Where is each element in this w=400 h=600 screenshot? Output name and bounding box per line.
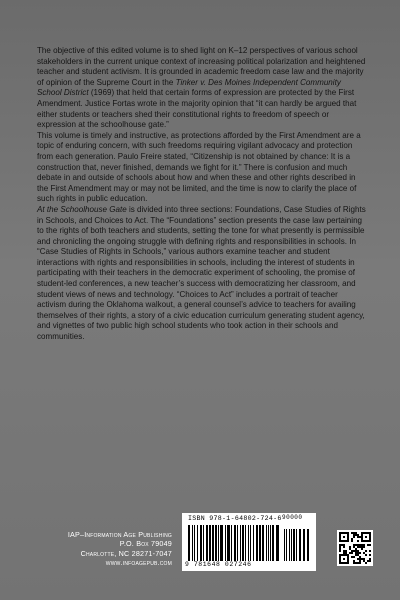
back-cover-blurb: [37, 46, 367, 343]
case-name: Tinker v. Des Moines Independent Community School District: [37, 77, 341, 98]
isbn-barcode: [182, 513, 316, 571]
blurb-paragraph-3: [37, 205, 367, 343]
publisher-info: [62, 530, 172, 568]
barcode-ean-digits: 9 781648 027246: [185, 561, 252, 568]
book-title: At the Schoolhouse Gate: [37, 204, 127, 214]
blurb-p3-text: is divided into three sections: Foundations, Case Studies of Rights in Schools, and Choices to Act. The “Foundations” section presents the case law pertaining to the rights of both teachers and students, setting the tone for what presently is permissible and chronicling the ongoing struggle with defining rights and responsibilities in schools. In “Case Studies of Rights in Schools,” various authors examine teacher and student interactions with rights and responsibilities in schools, including the interest of students in participating with their teachers in the democratic experiment of schooling, the promise of student-led conferences, a new teacher’s success with democratizing her classroom, and student views of news and technology. “Choices to Act” includes a portrait of teacher activism during the Oklahoma walkout, a general counsel’s advice to teachers for availing themselves of their rights, a story of a civic education curriculum generating student agency, and vignettes of two public high school students who took action in their schools and communities.: [37, 204, 366, 342]
barcode-addon-digits: 90000: [282, 514, 303, 521]
barcode-bars-icon: [188, 525, 312, 561]
isbn-label: ISBN 978-1-64802-724-6: [188, 515, 282, 522]
publisher-po-box: P.O. Box 79049: [119, 539, 172, 549]
blurb-p1-text-a: The objective of this edited volume is to shed light on K–12 perspectives of various school stakeholders in the current unique context of increasing political polarization and heightened teacher and student activism. It is grounded in academic freedom case law and the majority of opinion of the Supreme Court in the: [37, 46, 366, 87]
publisher-city: Charlotte, NC 28271-7047: [80, 548, 172, 558]
blurb-paragraph-2: This volume is timely and instructive, as protections afforded by the First Amendment are a topic of enduring concern, with such freedoms requiring vigilant advocacy and protection from each generation. Paulo Freire stated, “Citizenship is not obtained by chance: It is a construction that, never finished, demands we fight for it.” There is confusion and much debate in and outside of schools about how and when these and other rights described in the First Amendment may or may not be limited, and the time is now to clarify the place of such rights in public education.: [37, 130, 361, 204]
publisher-name: IAP–Information Age Publishing: [67, 530, 172, 539]
blurb-paragraph-1: [37, 46, 367, 131]
blurb-p1-text-b: (1969) that held that certain forms of expression are protected by the First Amendment. Justice Fortas wrote in the majority opinion that “it can hardly be argued that either students or teachers shed their constitutional rights to freedom of speech or expression at the schoolhouse gate.”: [37, 88, 357, 130]
qr-code-icon: [337, 530, 373, 566]
publisher-website: www.infoagepub.com: [105, 558, 172, 568]
